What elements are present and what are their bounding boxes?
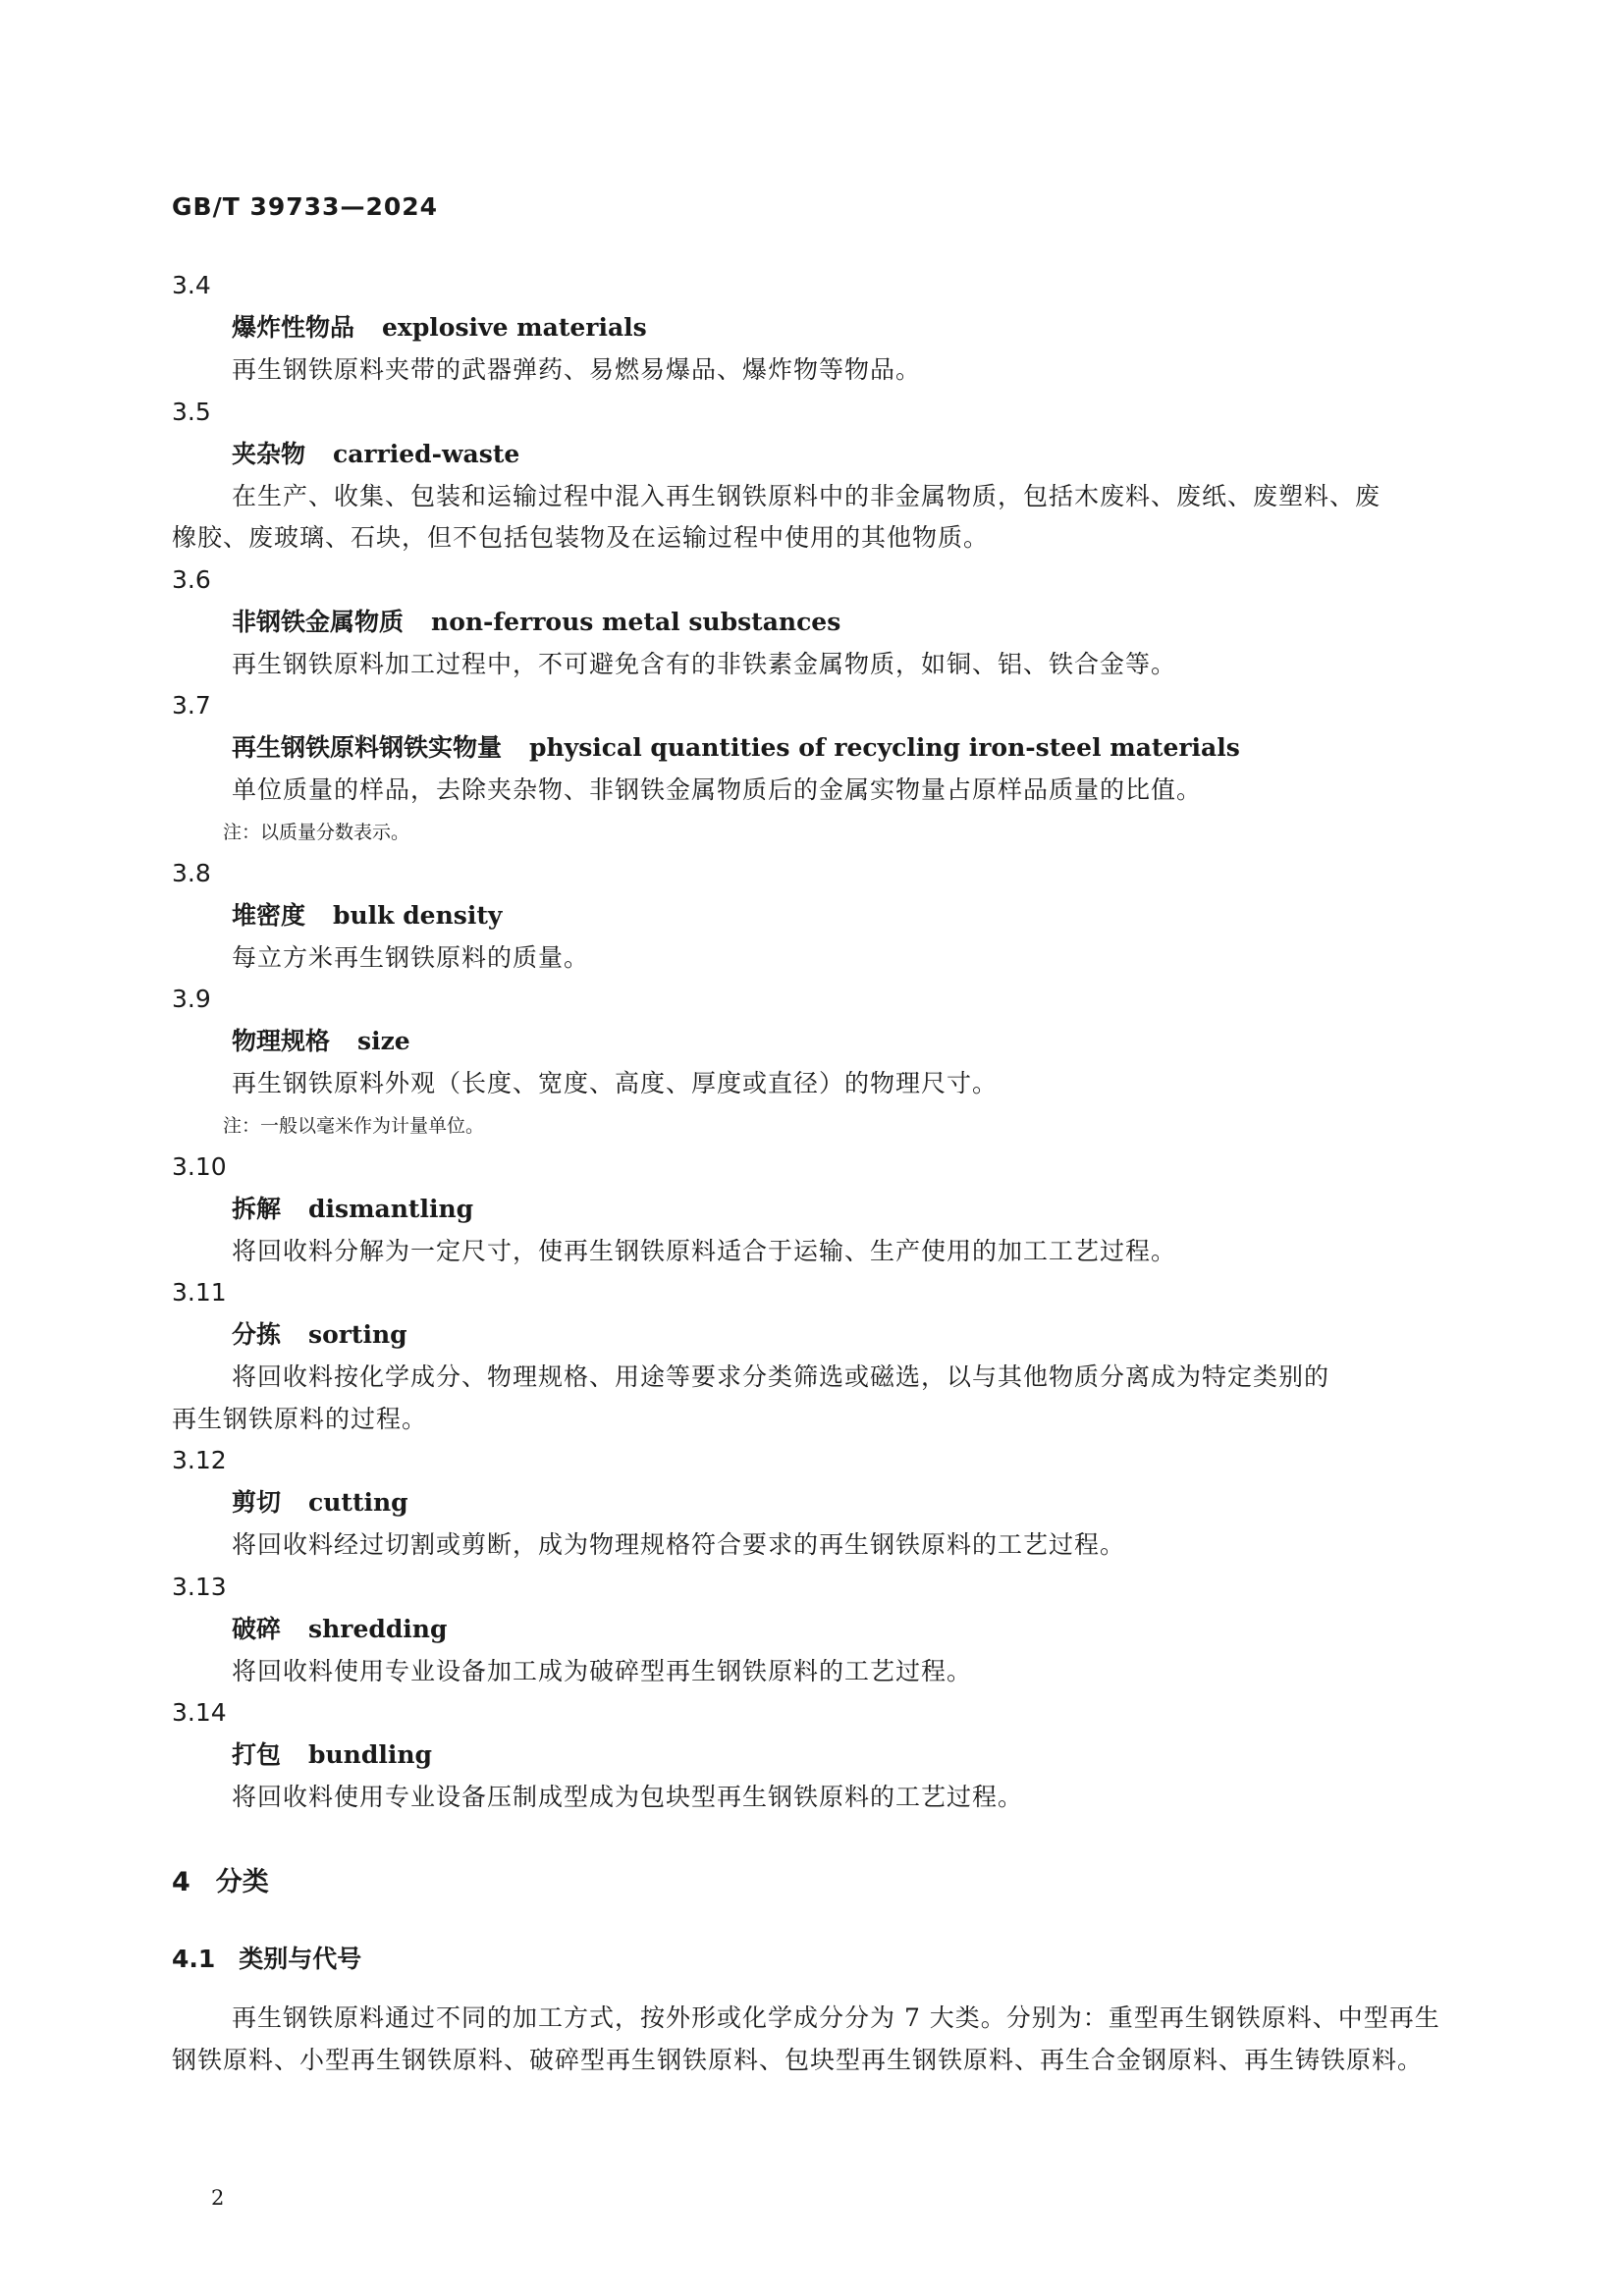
term-title [232,1735,1448,1777]
term-zh: 非钢铁金属物质 [232,607,405,636]
term-en: non-ferrous metal substances [431,607,841,636]
term-note: 注：以质量分数表示。 [223,821,410,843]
term-number: 3.5 [172,397,211,426]
term-entry [172,1147,1448,1273]
term-definition: 再生钢铁原料加工过程中，不可避免含有的非铁素金属物质，如铜、铝、铁合金等。 [232,649,1177,678]
term-definition: 再生钢铁原料夹带的武器弹药、易燃易爆品、爆炸物等物品。 [232,355,922,384]
term-title [232,727,1448,770]
term-definition: 每立方米再生钢铁原料的质量。 [232,942,590,972]
term-number: 3.9 [172,985,211,1013]
term-title [232,1021,1448,1063]
term-en: sorting [308,1320,407,1349]
term-zh: 分拣 [232,1320,282,1349]
term-en: explosive materials [382,313,647,342]
page-number: 2 [211,2186,225,2210]
term-title [232,1314,1448,1357]
term-number: 3.7 [172,691,211,720]
term-definition: 将回收料经过切割或剪断，成为物理规格符合要求的再生钢铁原料的工艺过程。 [232,1530,1126,1559]
term-zh: 夹杂物 [232,439,306,468]
term-definition-line1: 将回收料按化学成分、物理规格、用途等要求分类筛选或磁选，以与其他物质分离成为特定类别的 [232,1362,1330,1391]
term-zh: 再生钢铁原料钢铁实物量 [232,733,503,762]
term-zh: 剪切 [232,1488,282,1517]
term-number: 3.4 [172,271,211,299]
section-4-1-heading [172,1940,361,1975]
term-entry [172,979,1448,1147]
term-entry [172,265,1448,392]
term-note: 注：一般以毫米作为计量单位。 [223,1114,485,1137]
section-number: 4 [172,1867,190,1897]
term-en: cutting [308,1488,408,1517]
term-definition-line2: 橡胶、废玻璃、石块，但不包括包装物及在运输过程中使用的其他物质。 [172,523,990,552]
term-en: bulk density [333,900,503,930]
term-entry [172,392,1448,560]
term-definition: 将回收料分解为一定尺寸，使再生钢铁原料适合于运输、生产使用的加工工艺过程。 [232,1236,1177,1265]
term-title [232,895,1448,937]
term-title [232,1189,1448,1231]
term-number: 3.11 [172,1278,227,1307]
term-definition: 将回收料使用专业设备压制成型成为包块型再生钢铁原料的工艺过程。 [232,1783,1024,1811]
term-en: physical quantities of recycling iron-steel materials [529,733,1240,762]
term-entry [172,1567,1448,1693]
term-entry [172,1272,1448,1440]
term-number: 3.13 [172,1572,227,1601]
term-definition: 将回收料使用专业设备加工成为破碎型再生钢铁原料的工艺过程。 [232,1656,973,1685]
term-en: dismantling [308,1194,474,1223]
term-zh: 爆炸性物品 [232,313,355,342]
term-definition: 单位质量的样品，去除夹杂物、非钢铁金属物质后的金属实物量占原样品质量的比值。 [232,775,1203,804]
term-title [232,307,1448,349]
term-number: 3.6 [172,564,211,594]
term-en: carried-waste [333,439,520,468]
term-en: bundling [308,1740,432,1769]
term-number: 3.14 [172,1698,227,1727]
term-definition: 再生钢铁原料外观（长度、宽度、高度、厚度或直径）的物理尺寸。 [232,1069,999,1097]
term-entry [172,1440,1448,1567]
subsection-title: 类别与代号 [239,1945,362,1973]
term-zh: 物理规格 [232,1027,331,1055]
term-definition-line1: 在生产、收集、包装和运输过程中混入再生钢铁原料中的非金属物质，包括木废料、废纸、废塑料、废 [232,481,1381,510]
term-zh: 堆密度 [232,900,306,930]
terms-list [172,265,1448,1819]
section-title: 分类 [215,1867,269,1897]
term-number: 3.8 [172,858,211,887]
term-entry [172,1692,1448,1819]
section-4-1-paragraph: 再生钢铁原料通过不同的加工方式，按外形或化学成分分为 7 大类。分别为：重型再生钢铁原料、中型再生钢铁原料、小型再生钢铁原料、破碎型再生钢铁原料、包块型再生钢铁原料、再生合金钢原料、再生铸铁原料。 [172,2003,1440,2074]
term-title [232,1609,1448,1651]
term-definition-line2: 再生钢铁原料的过程。 [172,1404,428,1433]
term-zh: 破碎 [232,1614,282,1643]
term-entry [172,685,1448,853]
standard-code-header: GB/T 39733—2024 [172,192,439,221]
term-en: shredding [308,1614,448,1643]
term-title [232,434,1448,476]
term-zh: 拆解 [232,1194,282,1223]
term-entry [172,560,1448,686]
term-zh: 打包 [232,1740,282,1769]
term-entry [172,853,1448,980]
term-title [232,602,1448,644]
term-title [232,1482,1448,1524]
section-4-heading [172,1860,269,1898]
term-number: 3.10 [172,1151,227,1181]
term-number: 3.12 [172,1446,227,1474]
subsection-number: 4.1 [172,1945,216,1973]
term-en: size [357,1027,410,1055]
